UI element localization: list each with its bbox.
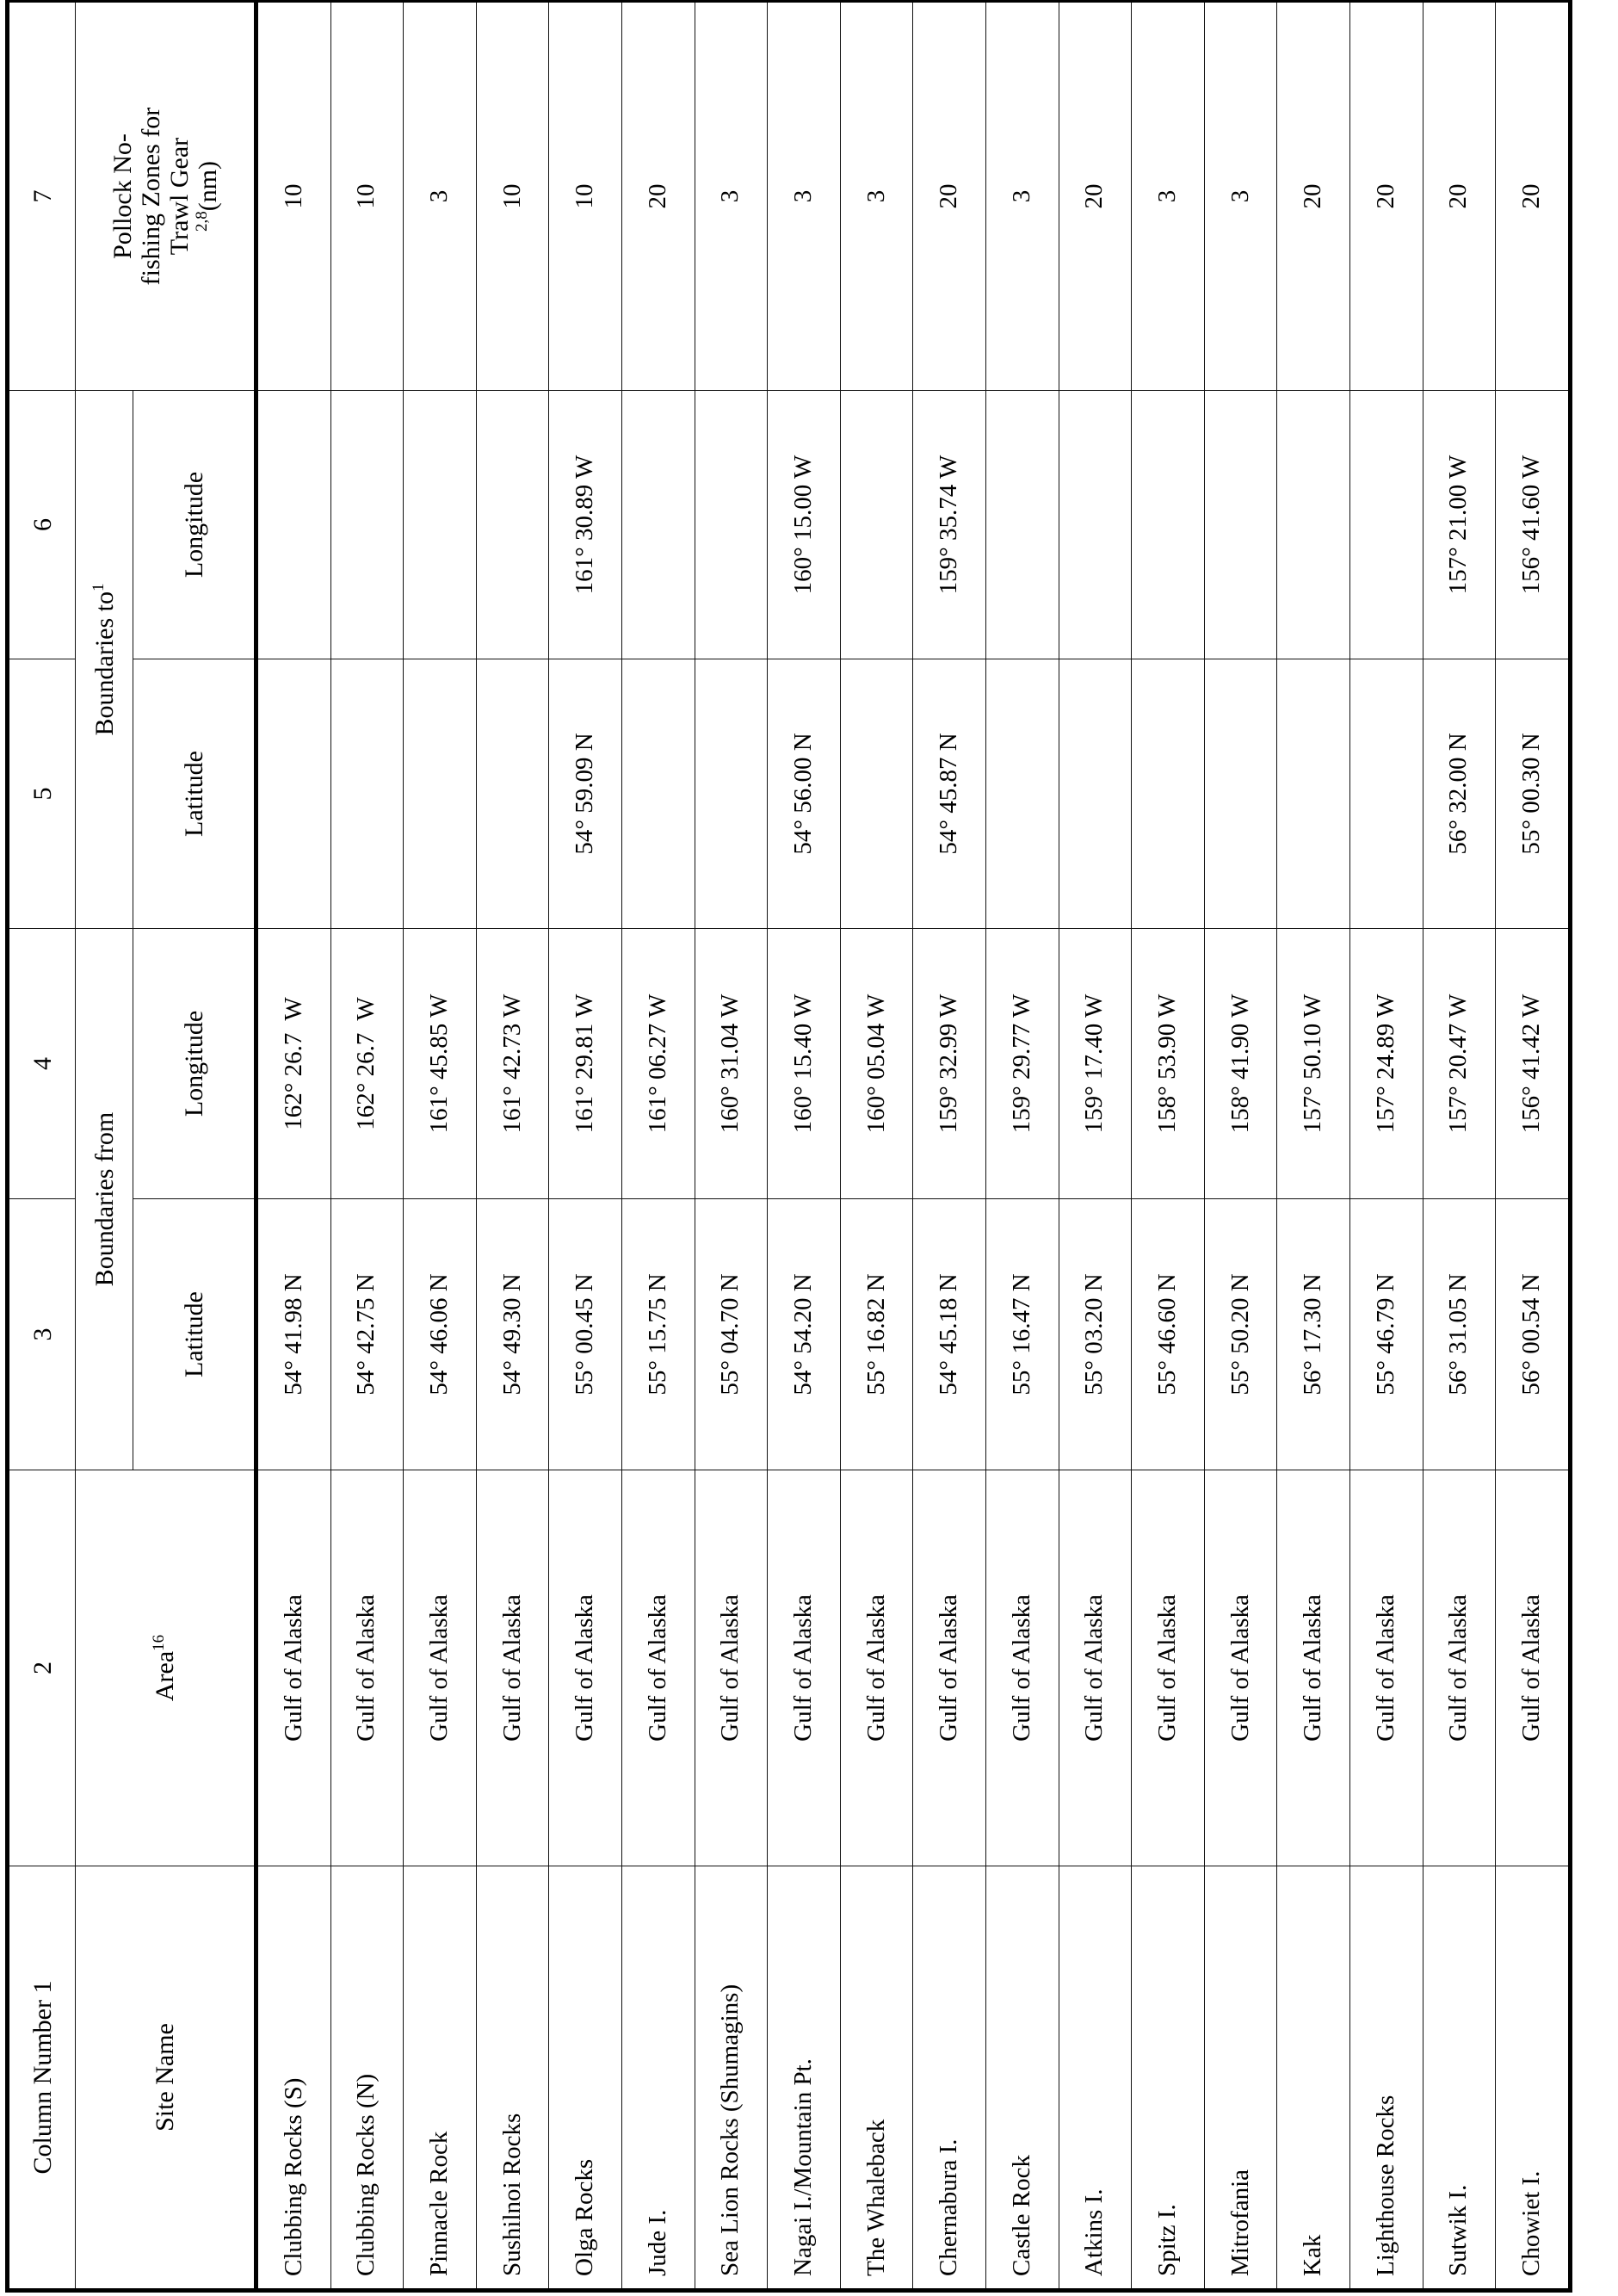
area-cell: Gulf of Alaska	[1423, 1470, 1496, 1866]
pollock-zone-cell: 10	[476, 1, 549, 391]
column-number-3: 3	[8, 1199, 76, 1470]
from-latitude-cell: 55° 04.70 N	[695, 1199, 768, 1470]
table-row	[913, 1, 986, 2291]
site-name-cell: Jude I.	[621, 1866, 695, 2291]
pollock-zone-cell: 20	[1423, 1, 1496, 391]
column-number-1: Column Number 1	[8, 1866, 76, 2291]
to-latitude-cell: 55° 00.30 N	[1496, 659, 1571, 929]
area-cell: Gulf of Alaska	[913, 1470, 986, 1866]
to-longitude-cell	[404, 391, 477, 659]
pollock-zone-cell: 20	[621, 1, 695, 391]
boundaries-to-footnote-ref: 1	[89, 583, 108, 592]
from-latitude-cell: 55° 16.82 N	[840, 1199, 913, 1470]
from-latitude-cell: 54° 45.18 N	[913, 1199, 986, 1470]
to-latitude-cell	[256, 659, 331, 929]
area-cell: Gulf of Alaska	[1349, 1470, 1423, 1866]
from-latitude-cell: 54° 41.98 N	[256, 1199, 331, 1470]
pollock-zone-cell: 20	[1349, 1, 1423, 391]
from-longitude-cell: 162° 26.7 W	[330, 929, 404, 1199]
table-row	[1059, 1, 1132, 2291]
to-longitude-cell	[1132, 391, 1205, 659]
pollock-zone-cell: 20	[1059, 1, 1132, 391]
table-row	[330, 1, 404, 2291]
boundaries-to-label: Boundaries to	[90, 591, 119, 736]
from-longitude-cell: 157° 50.10 W	[1277, 929, 1350, 1199]
site-name-cell: Clubbing Rocks (S)	[256, 1866, 331, 2291]
to-longitude-cell	[985, 391, 1059, 659]
site-name-cell: Olga Rocks	[549, 1866, 622, 2291]
site-name-cell: Lighthouse Rocks	[1349, 1866, 1423, 2291]
pollock-zone-cell: 3	[840, 1, 913, 391]
to-longitude-cell	[1059, 391, 1132, 659]
site-name-cell: Mitrofania	[1204, 1866, 1277, 2291]
from-longitude-cell: 161° 29.81 W	[549, 929, 622, 1199]
site-name-cell: Sea Lion Rocks (Shumagins)	[695, 1866, 768, 2291]
from-longitude-cell: 160° 05.04 W	[840, 929, 913, 1199]
site-name-cell: Spitz I.	[1132, 1866, 1205, 2291]
from-latitude-cell: 55° 00.45 N	[549, 1199, 622, 1470]
to-longitude-cell	[840, 391, 913, 659]
from-longitude-cell: 161° 06.27 W	[621, 929, 695, 1199]
from-longitude-cell: 159° 17.40 W	[1059, 929, 1132, 1199]
to-latitude-cell	[840, 659, 913, 929]
area-cell: Gulf of Alaska	[695, 1470, 768, 1866]
from-longitude-cell: 160° 15.40 W	[768, 929, 841, 1199]
to-longitude-cell	[256, 391, 331, 659]
to-latitude-cell	[1132, 659, 1205, 929]
site-name-header: Site Name	[76, 1866, 256, 2291]
pollock-zone-cell: 3	[404, 1, 477, 391]
table-row	[1204, 1, 1277, 2291]
from-latitude-cell: 56° 00.54 N	[1496, 1199, 1571, 1470]
to-latitude-cell: 56° 32.00 N	[1423, 659, 1496, 929]
pollock-zone-cell: 3	[695, 1, 768, 391]
from-latitude-cell: 55° 50.20 N	[1204, 1199, 1277, 1470]
to-latitude-cell	[330, 659, 404, 929]
site-name-cell: Pinnacle Rock	[404, 1866, 477, 2291]
pollock-zone-unit: (nm)	[193, 160, 222, 212]
site-name-cell: Atkins I.	[1059, 1866, 1132, 2291]
table-row	[1423, 1, 1496, 2291]
from-latitude-cell: 55° 16.47 N	[985, 1199, 1059, 1470]
table-row	[549, 1, 622, 2291]
area-cell: Gulf of Alaska	[1132, 1470, 1205, 1866]
pollock-zone-cell: 3	[1204, 1, 1277, 391]
from-latitude-cell: 55° 15.75 N	[621, 1199, 695, 1470]
column-number-4: 4	[8, 929, 76, 1199]
site-name-cell: The Whaleback	[840, 1866, 913, 2291]
from-longitude-header: Longitude	[133, 929, 256, 1199]
pollock-zone-cell: 10	[549, 1, 622, 391]
from-longitude-cell: 158° 53.90 W	[1132, 929, 1205, 1199]
pollock-zone-line2: fishing Zones for	[136, 107, 165, 286]
to-latitude-cell	[1204, 659, 1277, 929]
area-cell: Gulf of Alaska	[840, 1470, 913, 1866]
from-longitude-cell: 159° 29.77 W	[985, 929, 1059, 1199]
area-header-label: Area	[151, 1650, 179, 1702]
from-latitude-cell: 55° 46.60 N	[1132, 1199, 1205, 1470]
from-longitude-cell: 159° 32.99 W	[913, 929, 986, 1199]
pollock-zone-cell: 10	[330, 1, 404, 391]
table-row	[840, 1, 913, 2291]
from-longitude-cell: 162° 26.7 W	[256, 929, 331, 1199]
area-cell: Gulf of Alaska	[1059, 1470, 1132, 1866]
table-row	[476, 1, 549, 2291]
protection-zone-table	[5, 0, 1572, 2293]
area-cell: Gulf of Alaska	[621, 1470, 695, 1866]
from-longitude-cell: 160° 31.04 W	[695, 929, 768, 1199]
to-latitude-header: Latitude	[133, 659, 256, 929]
area-cell: Gulf of Alaska	[476, 1470, 549, 1866]
to-latitude-cell	[1277, 659, 1350, 929]
to-longitude-cell: 160° 15.00 W	[768, 391, 841, 659]
area-cell: Gulf of Alaska	[985, 1470, 1059, 1866]
to-longitude-header: Longitude	[133, 391, 256, 659]
boundaries-to-header	[76, 391, 133, 929]
to-latitude-cell	[404, 659, 477, 929]
site-name-cell: Sutwik I.	[1423, 1866, 1496, 2291]
table-row	[621, 1, 695, 2291]
site-name-cell: Chowiet I.	[1496, 1866, 1571, 2291]
to-latitude-cell: 54° 56.00 N	[768, 659, 841, 929]
to-longitude-cell	[1277, 391, 1350, 659]
from-latitude-cell: 55° 46.79 N	[1349, 1199, 1423, 1470]
table-row	[1132, 1, 1205, 2291]
table-row	[985, 1, 1059, 2291]
from-latitude-header: Latitude	[133, 1199, 256, 1470]
to-latitude-cell	[695, 659, 768, 929]
table-row	[1349, 1, 1423, 2291]
area-cell: Gulf of Alaska	[1204, 1470, 1277, 1866]
table-row	[768, 1, 841, 2291]
from-longitude-cell: 157° 24.89 W	[1349, 929, 1423, 1199]
from-longitude-cell: 158° 41.90 W	[1204, 929, 1277, 1199]
to-longitude-cell: 161° 30.89 W	[549, 391, 622, 659]
pollock-zone-cell: 3	[985, 1, 1059, 391]
to-latitude-cell	[476, 659, 549, 929]
pollock-zone-cell: 20	[1277, 1, 1350, 391]
pollock-zone-header	[76, 1, 256, 391]
to-longitude-cell: 157° 21.00 W	[1423, 391, 1496, 659]
from-latitude-cell: 55° 03.20 N	[1059, 1199, 1132, 1470]
to-latitude-cell: 54° 45.87 N	[913, 659, 986, 929]
from-longitude-cell: 156° 41.42 W	[1496, 929, 1571, 1199]
pollock-zone-cell: 20	[1496, 1, 1571, 391]
to-latitude-cell	[621, 659, 695, 929]
from-latitude-cell: 54° 42.75 N	[330, 1199, 404, 1470]
area-cell: Gulf of Alaska	[768, 1470, 841, 1866]
site-name-cell: Castle Rock	[985, 1866, 1059, 2291]
to-longitude-cell	[330, 391, 404, 659]
table-row	[1496, 1, 1571, 2291]
table-row	[404, 1, 477, 2291]
site-name-cell: Chernabura I.	[913, 1866, 986, 2291]
to-longitude-cell	[1349, 391, 1423, 659]
from-latitude-cell: 56° 17.30 N	[1277, 1199, 1350, 1470]
from-longitude-cell: 161° 42.73 W	[476, 929, 549, 1199]
to-longitude-cell: 156° 41.60 W	[1496, 391, 1571, 659]
to-longitude-cell	[1204, 391, 1277, 659]
to-longitude-cell	[476, 391, 549, 659]
from-latitude-cell: 54° 54.20 N	[768, 1199, 841, 1470]
table-row	[256, 1, 331, 2291]
area-header	[76, 1470, 256, 1866]
to-latitude-cell	[1349, 659, 1423, 929]
to-longitude-cell: 159° 35.74 W	[913, 391, 986, 659]
site-name-cell: Kak	[1277, 1866, 1350, 2291]
column-number-7: 7	[8, 1, 76, 391]
to-latitude-cell	[1059, 659, 1132, 929]
pollock-zone-footnote-ref: 2,8	[192, 211, 211, 232]
pollock-zone-cell: 3	[1132, 1, 1205, 391]
to-longitude-cell	[695, 391, 768, 659]
boundaries-from-header: Boundaries from	[76, 929, 133, 1470]
from-latitude-cell: 54° 46.06 N	[404, 1199, 477, 1470]
column-number-2: 2	[8, 1470, 76, 1866]
area-cell: Gulf of Alaska	[549, 1470, 622, 1866]
from-longitude-cell: 161° 45.85 W	[404, 929, 477, 1199]
to-latitude-cell: 54° 59.09 N	[549, 659, 622, 929]
from-latitude-cell: 56° 31.05 N	[1423, 1199, 1496, 1470]
site-name-cell: Sushilnoi Rocks	[476, 1866, 549, 2291]
area-cell: Gulf of Alaska	[404, 1470, 477, 1866]
area-cell: Gulf of Alaska	[1496, 1470, 1571, 1866]
pollock-zone-line1: Pollock No-	[108, 133, 137, 259]
column-number-6: 6	[8, 391, 76, 659]
pollock-zone-cell: 3	[768, 1, 841, 391]
pollock-zone-cell: 10	[256, 1, 331, 391]
to-latitude-cell	[985, 659, 1059, 929]
pollock-zone-line3: Trawl Gear	[164, 137, 194, 256]
from-longitude-cell: 157° 20.47 W	[1423, 929, 1496, 1199]
area-cell: Gulf of Alaska	[330, 1470, 404, 1866]
site-name-cell: Nagai I./Mountain Pt.	[768, 1866, 841, 2291]
from-latitude-cell: 54° 49.30 N	[476, 1199, 549, 1470]
to-longitude-cell	[621, 391, 695, 659]
area-footnote-ref: 16	[150, 1634, 168, 1651]
area-cell: Gulf of Alaska	[256, 1470, 331, 1866]
table-row	[695, 1, 768, 2291]
table-row	[1277, 1, 1350, 2291]
area-cell: Gulf of Alaska	[1277, 1470, 1350, 1866]
site-name-cell: Clubbing Rocks (N)	[330, 1866, 404, 2291]
column-number-5: 5	[8, 659, 76, 929]
pollock-zone-cell: 20	[913, 1, 986, 391]
